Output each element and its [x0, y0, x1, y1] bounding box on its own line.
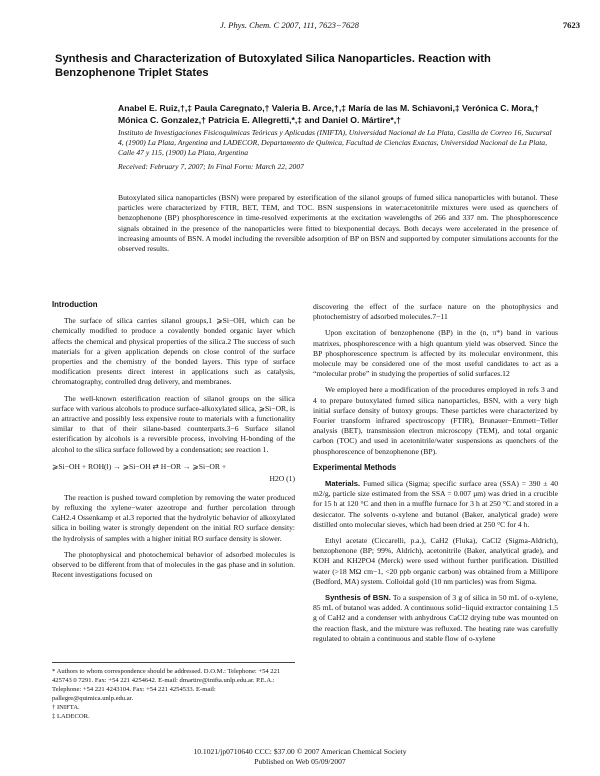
paragraph: The well-known esterification reaction of silanol groups on the silica surface with various alcohols to produce surface-alkoxylated silica, ⩾Si−OR, is an attractive and possibly less expensive route to materials with a functionality similar to that of their silane-based counterparts.3−6 Surface silanol esterification by alcohols is a reversible process, involving H-bonding of the alcohol to the silica surface followed by a condensation; see reaction 1. — [52, 393, 295, 454]
doi-line: 10.1021/jp0710640 CCC: $37.00 © 2007 American Chemical Society — [193, 747, 407, 756]
paragraph: We employed here a modification of the procedures employed in refs 3 and 4 to prepare butoxylated fumed silica nanoparticles, BSN, with a very high initial surface density of butoxy groups. These particles were characterized by Fourier transform infrared spectroscopy (FTIR), Brunauer−Emmett−Teller analysis (BET), transmission electron microscopy (TEM), and total organic carbon (TOC) and used in acetonitrile/water suspensions as quenchers of the phosphorescence of benzophenone (BP). — [313, 385, 558, 456]
run-in-heading-materials: Materials. — [325, 479, 361, 489]
paragraph: The surface of silica carries silanol groups,1 ⩾Si−OH, which can be chemically modified to produce a covalently bonded organic layer which affects the chemical and physical properties of the silica.2 The success of such materials for a given application depends on close control of the surface properties and the chemistry of the bonded layers. This type of surface modification presents direct interest in applications such as catalysis, chromatography, controlled drug delivery, and membranes. — [52, 316, 295, 387]
equation-text: ⩾Si−OH + ROH(l) → ⩾Si−OH ⇄ H−OR → ⩾Si−OR + — [52, 461, 227, 471]
paragraph: The photophysical and photochemical behavior of adsorbed molecules is observed to be different from that of molecules in the gas phase and in solution. Recent investigations focused on — [52, 549, 295, 580]
equation-tail: H2O (1) — [269, 473, 295, 483]
page-number: 7623 — [562, 20, 580, 30]
abstract: Butoxylated silica nanoparticles (BSN) were prepared by esterification of the silanol groups of fumed silica nanoparticles with butanol. These particles were characterized by FTIR, BET, TEM, and TOC. BSN suspensions in water:acetonitrile mixtures were used as quenchers of benzophenone (BP) phosphorescence in time-resolved experiments at the excitation wavelengths of 266 and 337 nm. The phosphorescence signals obtained in the presence of the nanoparticles were fitted to biexponential decays. Both decays were accelerated in the presence of increasing amounts of BSN. A model including the reversible adsorption of BP on BSN and supported by computer simulations accounts for the observed results. — [118, 193, 558, 254]
paragraph-text: Fumed silica (Sigma; specific surface area (SSA) = 390 ± 40 m2/g, particle size estimated from the SSA = 0.007 μm) was dried in a crucible for 15 h at 120 °C and then in a muffle furnace for 3 h at 250 °C and stored in a desiccator. The solvents o-xylene and butanol (Baker, analytical grade) were distilled onto molecular sieves, which had been dried at 250 °C for 4 h. — [313, 479, 558, 529]
paragraph: Upon excitation of benzophenone (BP) in the (n, π*) band in various matrixes, phosphorescence with a high quantum yield was observed. Since the BP phosphorescence spectrum is affected by its molecular environment, this molecule may be considered one of the most useful candidates to act as a “molecular probe” in studying the properties of solid surfaces.12 — [313, 328, 558, 379]
equation-1 — [52, 461, 295, 485]
run-in-heading-synthesis: Synthesis of BSN. — [325, 593, 391, 603]
journal-header — [220, 20, 580, 34]
published-line: Published on Web 05/09/2007 — [254, 757, 346, 766]
section-heading-introduction: Introduction — [52, 300, 98, 309]
left-column — [52, 300, 295, 586]
paragraph: Ethyl acetate (Ciccarelli, p.a.), CaH2 (Fluka), CaCl2 (Sigma-Aldrich), benzophenone (BP; 99%, Aldrich), acetonitrile (Baker, analytical grade), and KOH and KH2PO4 (Merck) were used without further purification. Distilled water (>18 MΩ cm−1, <20 ppb organic carbon) was obtained from a Millipore (Bedford, MA) system. Colloidal gold (10 nm particles) was from Sigma. — [313, 536, 558, 586]
article-title: Synthesis and Characterization of Butoxylated Silica Nanoparticles. Reaction with Benzophenone Triplet States — [55, 53, 491, 79]
footnotes — [52, 662, 295, 721]
paragraph: The reaction is pushed toward completion by removing the water produced by refluxing the xylene−water azeotrope and further percolation through CaH2.4 Ossenkamp et al.3 reported that the hydrolytic behavior of alkoxylated silica in boiling water is strongly dependent on the initial RO surface density: the hydrolysis of samples with a higher initial RO surface density is slower. — [52, 492, 295, 543]
footnote-ladecor: ‡ LADECOR. — [52, 713, 90, 720]
author-list: Anabel E. Ruiz,†,‡ Paula Caregnato,† Valeria B. Arce,†,‡ María de las M. Schiavoni,‡ Verónica C. Mora,† Mónica C. Gonzalez,† Patricia E. Allegretti,*,‡ and Daniel O. Mártire*,† — [118, 103, 539, 125]
paragraph-text: To a suspension of 3 g of silica in 50 mL of o-xylene, 85 mL of butanol was added. A continuous solid−liquid extractor containing 1.5 g of CaH2 and a condenser with anhydrous CaCl2 drying tube was mounted on the reaction flask, and the mixture was refluxed. The heating rate was carefully regulated to obtain a continuous and stable flow of o-xylene — [313, 593, 558, 643]
footnote-inifta: † INIFTA. — [52, 704, 80, 711]
section-heading-experimental: Experimental Methods — [313, 462, 397, 472]
journal-citation: J. Phys. Chem. C 2007, 111, 7623−7628 — [220, 20, 359, 30]
paragraph-synthesis — [313, 593, 558, 644]
paragraph-materials — [313, 479, 558, 530]
received-dates: Received: February 7, 2007; In Final Form: March 22, 2007 — [118, 162, 304, 171]
footnote-correspondence: * Authors to whom correspondence should be addressed. D.O.M.: Telephone: +54 221 425743 0 7291. Fax: +54 221 4254642. E-mail: dmartire@inifta.unlp.edu.ar. P.E.A.: Telephone: +54 221 4243104. Fax: +54 221 4254533. E-mail: pallegre@quimica.unlp.edu.ar. — [52, 668, 281, 702]
affiliation: Instituto de Investigaciones Fisicoquímicas Teóricas y Aplicadas (INIFTA), Universidad Nacional de La Plata, Casilla de Correo 16, Sucursal 4, (1900) La Plata, Argentina and LADECOR, Departamento de Química, Facultad de Ciencias Exactas, Universidad Nacional de La Plata, Calle 47 y 115, (1900) La Plata, Argentina — [118, 128, 552, 158]
paragraph: discovering the effect of the surface nature on the photophysics and photochemistry of adsorbed molecules.7−11 — [313, 302, 558, 322]
right-column — [313, 302, 558, 650]
page-footer — [0, 747, 600, 767]
